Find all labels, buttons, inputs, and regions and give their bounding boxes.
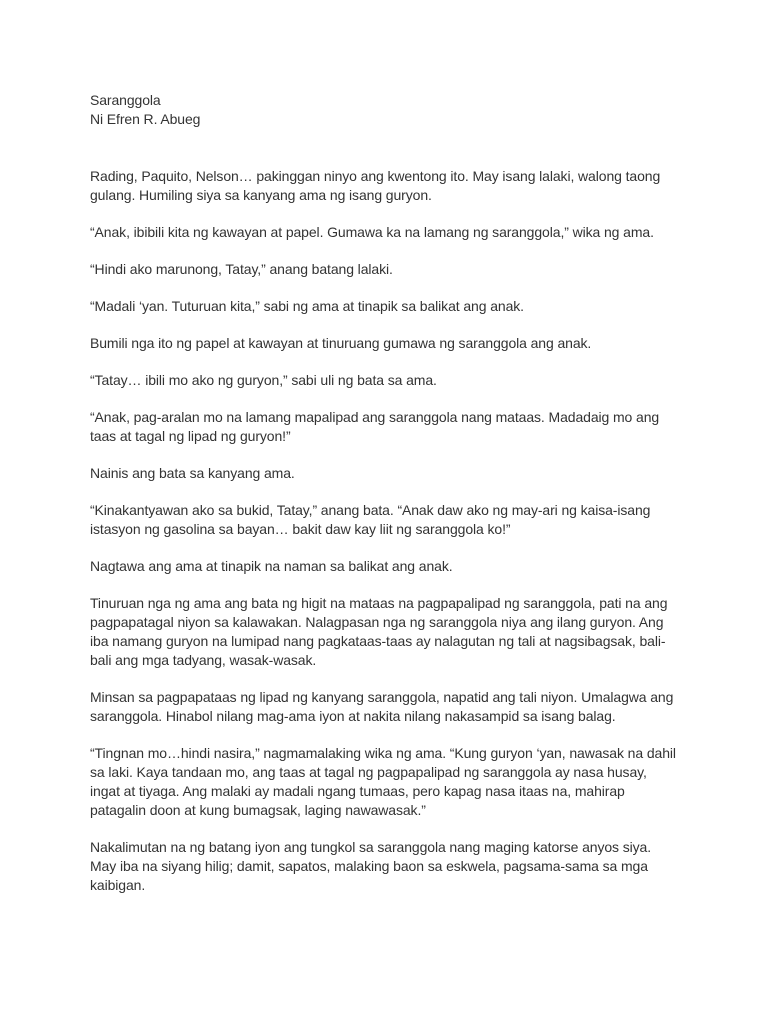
paragraph: “Madali ‘yan. Tuturuan kita,” sabi ng ama at tinapik sa balikat ang anak.: [90, 298, 524, 314]
paragraph: “Hindi ako marunong, Tatay,” anang batang lalaki.: [90, 261, 393, 277]
document-body: [90, 91, 680, 913]
paragraph: Minsan sa pagpapataas ng lipad ng kanyang saranggola, napatid ang tali niyon. Umalagwa ang saranggola. Hinabol nilang mag-ama iyon at nakita nilang nakasampid sa isang balag.: [90, 689, 674, 724]
paragraph: “Kinakantyawan ako sa bukid, Tatay,” anang bata. “Anak daw ako ng may-ari ng kaisa-isang istasyon ng gasolina sa bayan… bakit daw kay liit ng saranggola ko!”: [90, 502, 651, 537]
paragraph: Bumili nga ito ng papel at kawayan at tinuruang gumawa ng saranggola ang anak.: [90, 335, 592, 351]
document-title: Saranggola: [90, 92, 161, 108]
paragraph: “Tatay… ibili mo ako ng guryon,” sabi uli ng bata sa ama.: [90, 372, 437, 388]
paragraph: “Anak, ibibili kita ng kawayan at papel. Gumawa ka na lamang ng saranggola,” wika ng ama.: [90, 224, 654, 240]
paragraph: Rading, Paquito, Nelson… pakinggan ninyo ang kwentong ito. May isang lalaki, walong taong gulang. Humiling siya sa kanyang ama ng isang guryon.: [90, 168, 661, 203]
document-author: Ni Efren R. Abueg: [90, 111, 201, 127]
paragraph: Tinuruan nga ng ama ang bata ng higit na mataas na pagpapalipad ng saranggola, pati na ang pagpapatagal niyon sa kalawakan. Nalagpasan nga ng saranggola niya ang ilang guryon. Ang iba namang guryon na lumipad nang pagkataas-taas ay nalagutan ng tali at nagsibagsak, bali-bali ang mga tadyang, wasak-wasak.: [90, 595, 668, 668]
paragraph: Nainis ang bata sa kanyang ama.: [90, 465, 295, 481]
title-block: [90, 91, 680, 129]
paragraph: Nakalimutan na ng batang iyon ang tungkol sa saranggola nang maging katorse anyos siya. May iba na siyang hilig; damit, sapatos, malaking baon sa eskwela, pagsama-sama sa mga kaibigan.: [90, 839, 652, 893]
paragraph: “Tingnan mo…hindi nasira,” nagmamalaking wika ng ama. “Kung guryon ‘yan, nawasak na dahil sa laki. Kaya tandaan mo, ang taas at tagal ng pagpapalipad ng saranggola ay nasa husay, ingat at tiyaga. Ang malaki ay madali ngang tumaas, pero kapag nasa itaas na, mahirap patagalin doon at kung bumagsak, laging nawawasak.”: [90, 745, 676, 818]
paragraph: Nagtawa ang ama at tinapik na naman sa balikat ang anak.: [90, 558, 453, 574]
paragraph: “Anak, pag-aralan mo na lamang mapalipad ang saranggola nang mataas. Madadaig mo ang taas at tagal ng lipad ng guryon!”: [90, 409, 660, 444]
